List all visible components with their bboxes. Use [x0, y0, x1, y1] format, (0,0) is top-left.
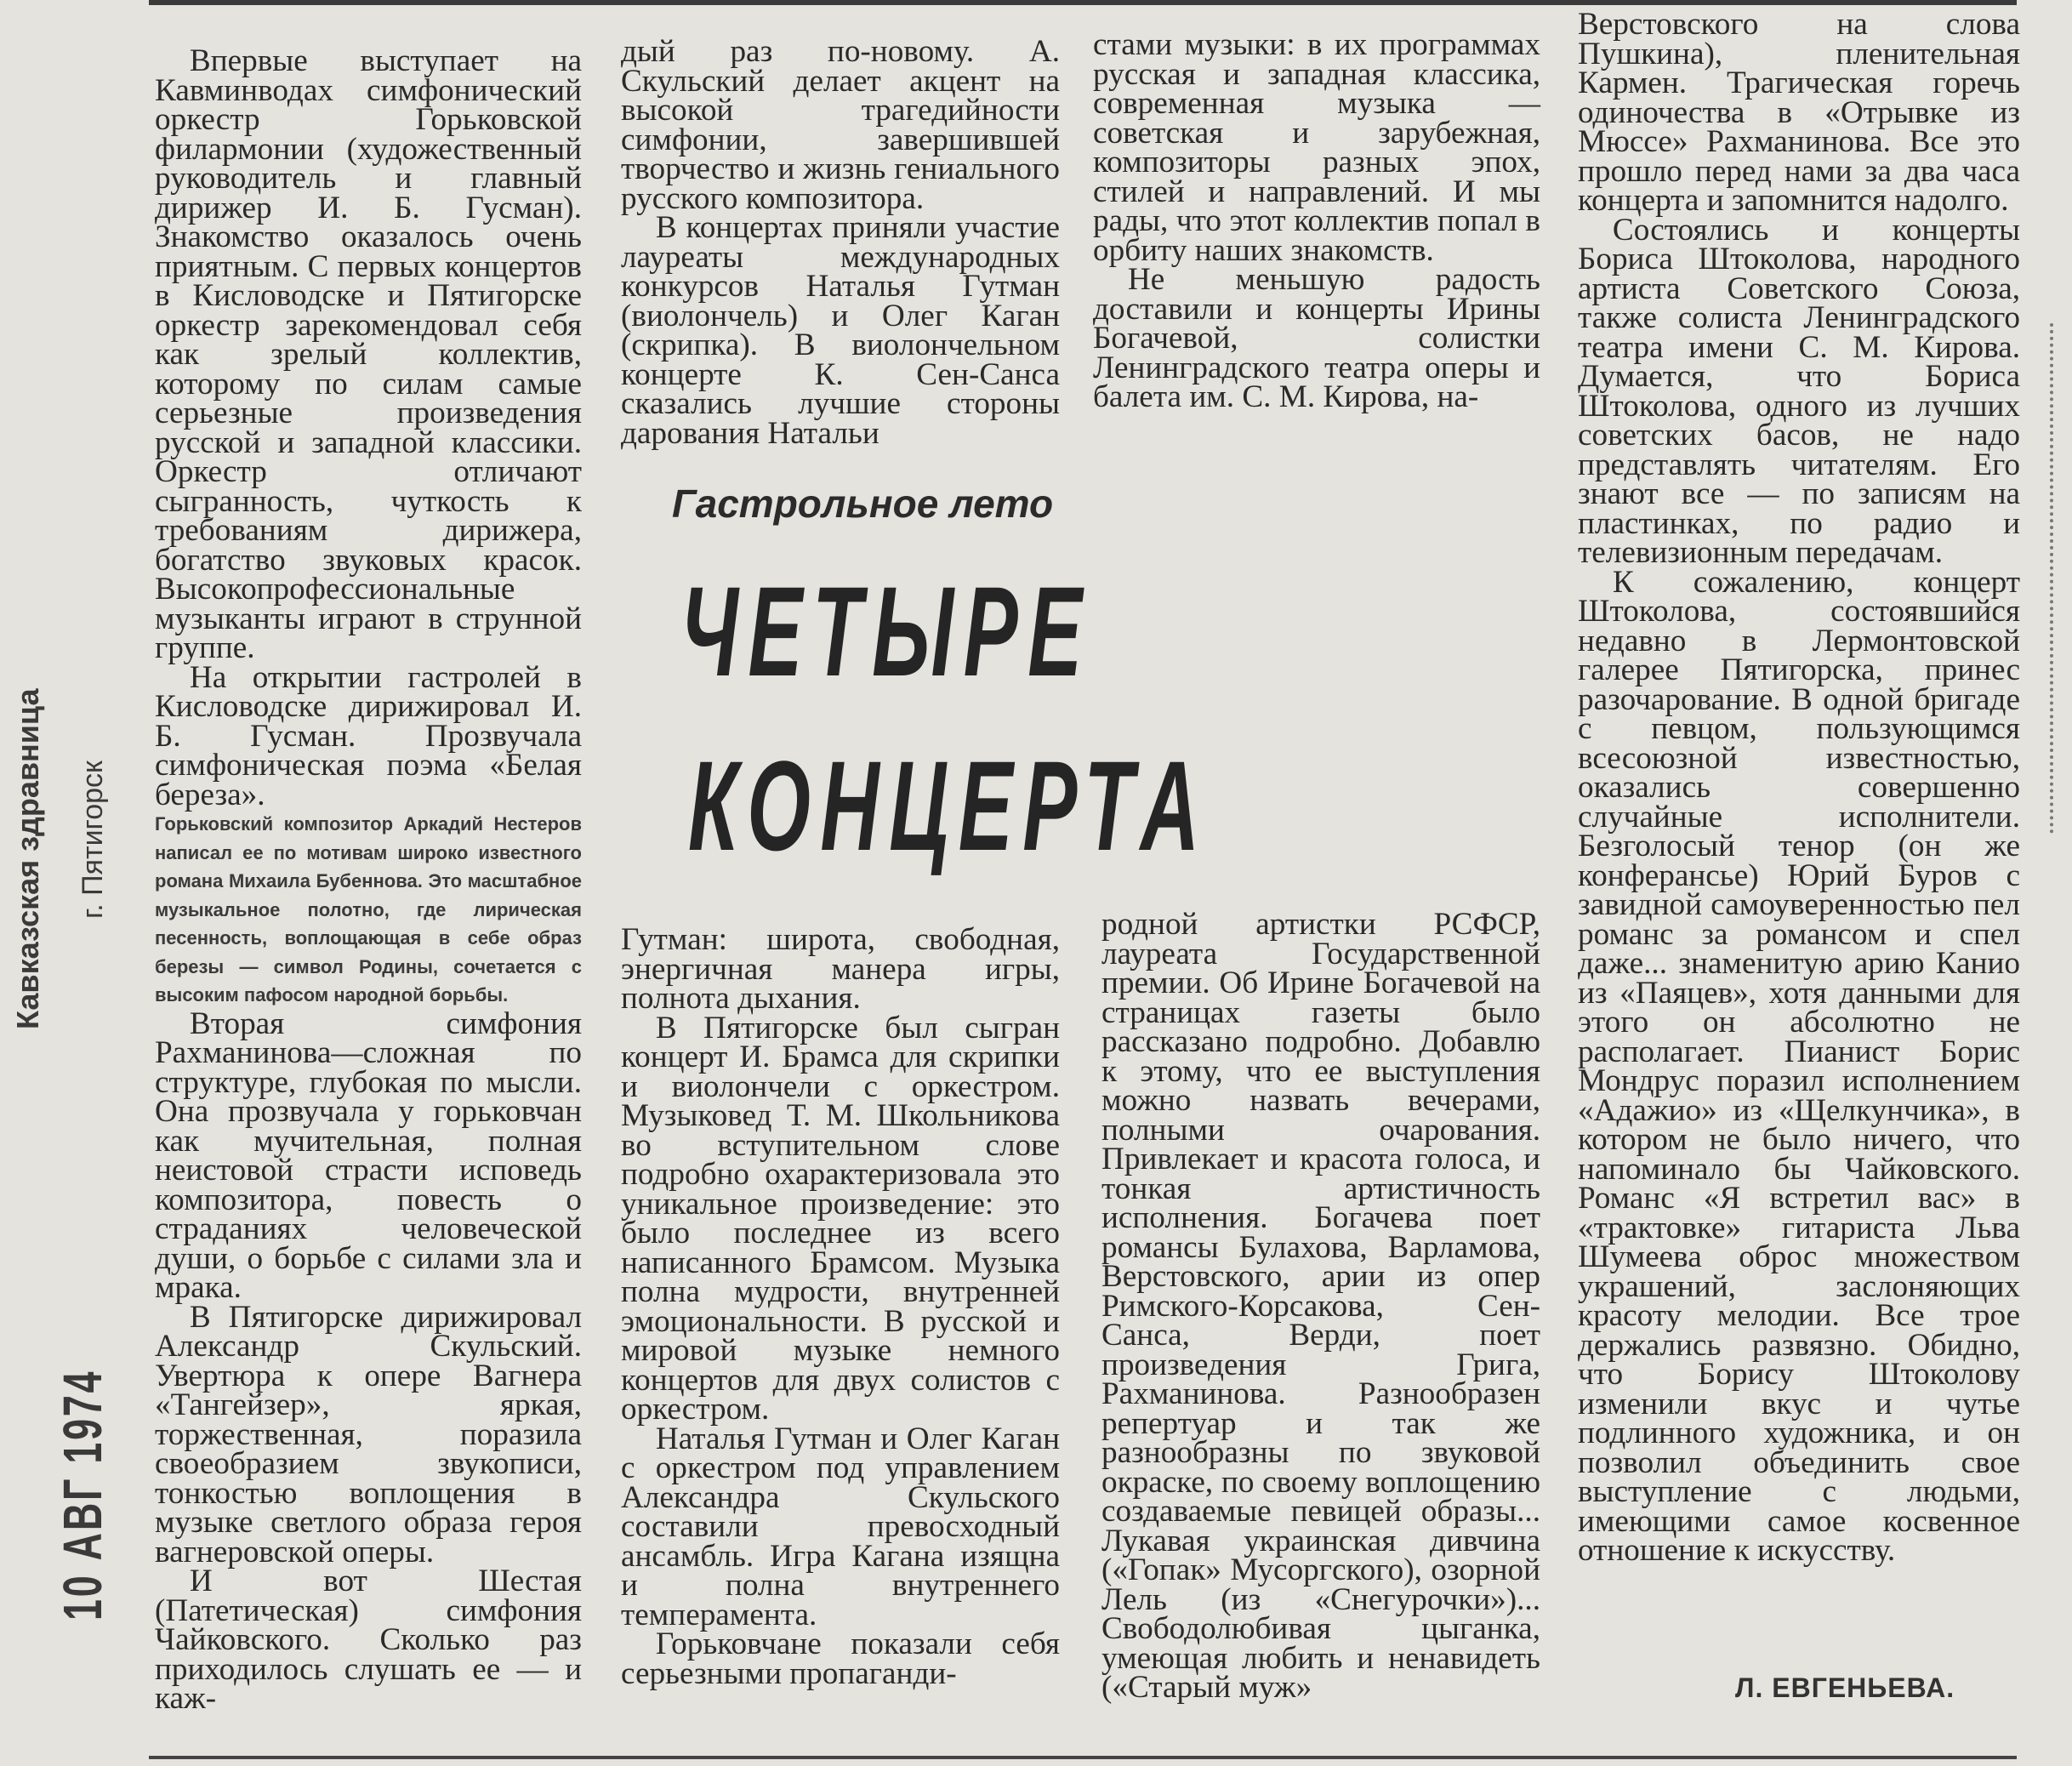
article-column-3-bottom	[1101, 907, 1540, 1705]
paragraph: Не меньшую радость доставили и концерты Ирины Богачевой, солистки Ленинградского театра оперы и балета им. С. М. Кирова, на-	[1093, 262, 1540, 414]
paragraph: Наталья Гутман и Олег Каган с оркестром под управлением Александра Скульского составили превосходный ансамбль. Игра Кагана изящна и полна внутреннего темперамента.	[621, 1421, 1060, 1632]
paragraph: В концертах приняли участие лауреаты международных конкурсов Наталья Гутман (виолончель) и Олег Каган (скрипка). В виолончельном концерте К. Сен-Санса сказались лучшие стороны дарования Натальи	[621, 210, 1060, 451]
newspaper-name-stamp: Кавказская здравница	[10, 688, 45, 1029]
article-column-3-top	[1093, 27, 1540, 414]
city-stamp: г. Пятигорск	[77, 761, 109, 919]
paragraph: родной артистки РСФСР, лауреата Государственной премии. Об Ирине Богачевой на страницах газеты было рассказано подробно. Добавлю к этому, что ее выступления можно назвать вечерами, полными очарования. Привлекает и красота голоса, и тонкая артистичность исполнения. Богачева поет романсы Булахова, Варламова, Верстовского, арии из опер Римского-Корсакова, Сен-Санса, Верди, поет произведения Грига, Рахманинова. Разнообразен репертуар и так же разнообразны по звуковой окраске, по своему воплощению создаваемые певицей образы... Лукавая украинская дивчина («Гопак» Мусоргского), озорной Лель (из «Снегурочки»)... Свободолюбивая цыганка, умеющая любить и ненавидеть («Старый муж»	[1101, 907, 1540, 1705]
headline-line-1: ЧЕТЫРЕ	[680, 560, 1092, 703]
paragraph: На открытии гастролей в Кисловодске дирижировал И. Б. Гусман. Прозвучала симфоническая поэма «Белая береза».	[155, 659, 582, 812]
paragraph: К сожалению, концерт Штоколова, состоявшийся недавно в Лермонтовской галерее Пятигорска, принес разочарование. В одной бригаде с певцом, пользующимся всесоюзной известностью, оказались совершенно случайные исполнители. Безголосый тенор (он же конферансье) Юрий Буров с завидной самоуверенностью пел романс за романсом и спел даже... знаменитую арию Канио из «Паяцев», хотя данными для этого он абсолютно не располагает. Пианист Борис Мондрус поразил исполнением «Адажио» из «Щелкунчика», в котором не было ничего, что напоминало бы Чайковского. Романс «Я встретил вас» в «трактовке» гитариста Льва Шумеева оброс множеством украшений, заслоняющих красоту мелодии. Все трое держались развязно. Обидно, что Борису Штоколову изменили вкус и чутье подлинного художника, и он позволил объединить свое выступление с людьми, имеющими самое косвенное отношение к искусству.	[1578, 564, 2020, 1568]
paragraph: В Пятигорске дирижировал Александр Скульский. Увертюра к опере Вагнера «Тангейзер», яркая, торжественная, поразила своеобразием звукописи, тонкостью воплощения в музыке светлого образа героя вагнеровской оперы.	[155, 1299, 582, 1569]
article-column-2-top	[621, 34, 1060, 451]
paragraph: Состоялись и концерты Бориса Штоколова, народного артиста Советского Союза, также солиста Ленинградского театра имени С. М. Кирова. Думается, что Бориса Штоколова, одного из лучших советских басов, не надо представлять читателям. Его знают все — по записям на пластинках, по радио и телевизионным передачам.	[1578, 212, 2020, 570]
paragraph: дый раз по-новому. А. Скульский делает акцент на высокой трагедийности симфонии, завершившей творчество и жизнь гениального русского композитора.	[621, 34, 1060, 216]
article-column-1	[155, 43, 582, 1716]
date-stamp: 10 АВГ 1974	[52, 1369, 113, 1621]
paragraph: В Пятигорске был сыгран концерт И. Брамса для скрипки и виолончели с оркестром. Музыковед Т. М. Школьникова во вступительном слове подробно охарактеризовала это уникальное произведение: это было последнее из всего написанного Брамсом. Музыка полна мудрости, внутренней эмоциональности. В русской и мировой музыке немного концертов для двух солистов с оркестром.	[621, 1010, 1060, 1427]
bottom-border-rule	[149, 1756, 2017, 1759]
rubric-kicker: Гастрольное лето	[672, 481, 1054, 526]
headline	[680, 544, 1210, 893]
paragraph: Горьковчане показали себя серьезными пропаганди-	[621, 1626, 1060, 1691]
paragraph: Гутман: широта, свободная, энергичная манера игры, полнота дыхания.	[621, 922, 1060, 1016]
paragraph: Впервые выступает на Кавминводах симфонический оркестр Горьковской филармонии (художественный руководитель и главный дирижер И. Б. Гусман). Знакомство оказалось очень приятным. С первых концертов в Кисловодске и Пятигорске оркестр зарекомендовал себя как зрелый коллектив, которому по силам самые серьезные произведения русской и западной классики. Оркестр отличают сыгранность, чуткость к требованиям дирижера, богатство звуковых красок. Высокопрофессиональные музыканты играют в струнной группе.	[155, 43, 582, 665]
author-signature: Л. ЕВГЕНЬЕВА.	[1735, 1672, 1955, 1703]
paragraph: Верстовского на слова Пушкина), пленительная Кармен. Трагическая горечь одиночества в «Отрывке из Мюссе» Рахманинова. Все это прошло перед нами за два часа концерта и запомнится надолго.	[1578, 7, 2020, 218]
headline-line-2: КОНЦЕРТА	[687, 734, 1210, 877]
top-border-rule	[149, 0, 2017, 5]
paragraph: И вот Шестая (Патетическая) симфония Чайковского. Сколько раз приходилось слушать ее — и каж-	[155, 1564, 582, 1716]
editorial-note: Горьковский композитор Аркадий Нестеров написал ее по мотивам широко известного романа Михаила Бубеннова. Это масштабное музыкальное полотно, где лирическая песенность, воплощающая в себе образ березы — символ Родины, сочетается с высоким пафосом народной борьбы.	[155, 813, 582, 1005]
article-column-2-bottom	[621, 922, 1060, 1691]
paragraph: Вторая симфония Рахманинова—сложная по структуре, глубокая по мысли. Она прозвучала у горьковчан как мучительная, полная неистовой страсти исповедь композитора, повесть о страданиях человеческой души, о борьбе с силами зла и мрака.	[155, 1005, 582, 1305]
article-column-4	[1578, 7, 2020, 1568]
paragraph: стами музыки: в их программах русская и западная классика, современная музыка — советская и зарубежная, композиторы разных эпох, стилей и направлений. И мы рады, что этот коллектив попал в орбиту наших знакомств.	[1093, 27, 1540, 268]
clipping-edge-marks	[2050, 323, 2060, 834]
